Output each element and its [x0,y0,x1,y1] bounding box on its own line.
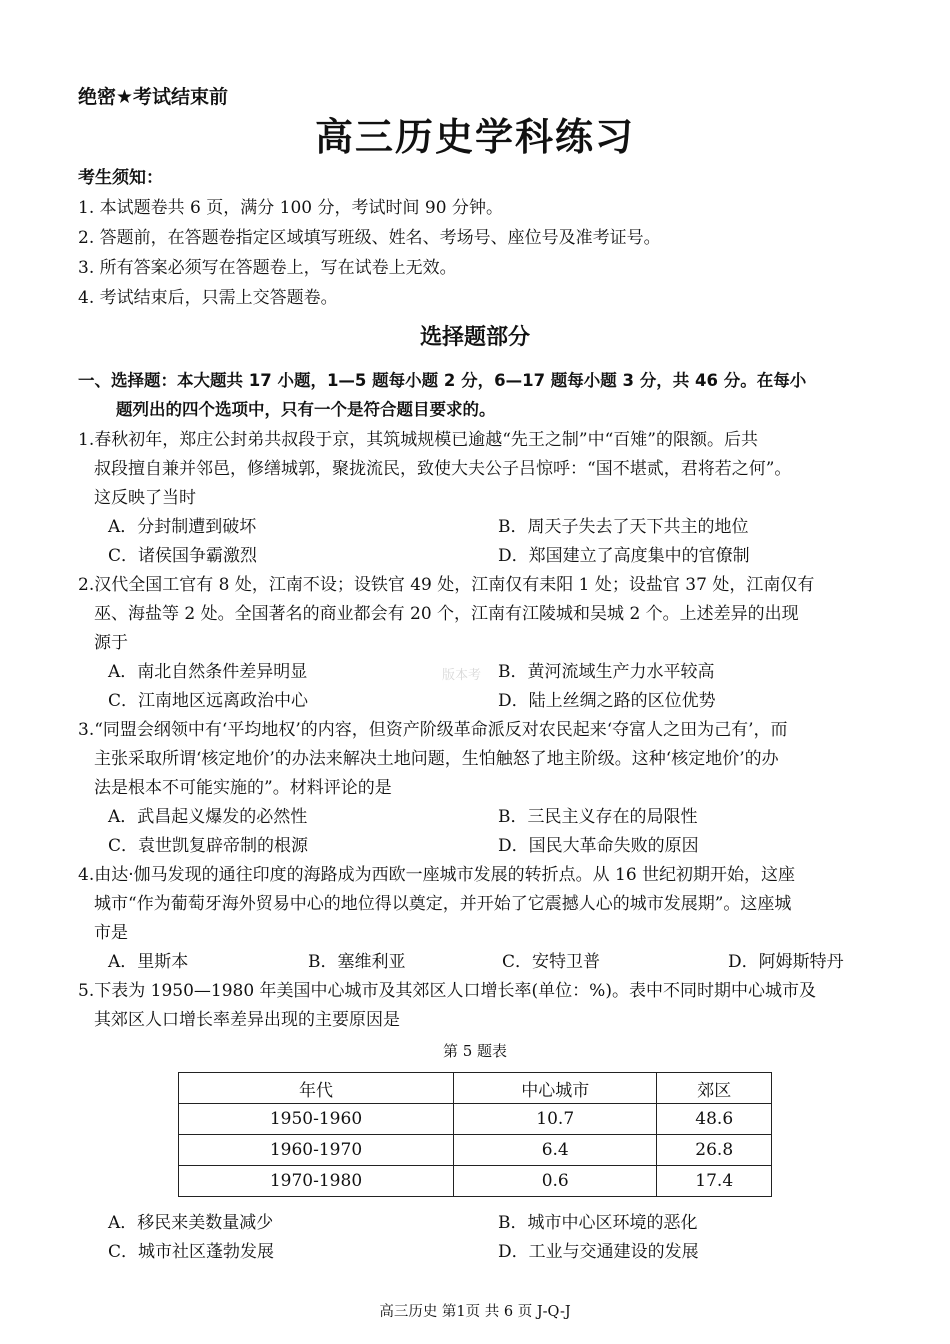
question-3-option-d[interactable]: D．国民大革命失败的原因 [498,836,699,856]
question-2-text: 2.汉代全国工官有 8 处，江南不设；设铁官 49 处，江南仅有耒阳 1 处；设盐官 37 处，江南仅有 [78,575,815,595]
question-2-option-b[interactable]: B．黄河流域生产力水平较高 [498,662,715,682]
question-4-text: 4.由达·伽马发现的通往印度的海路成为西欧一座城市发展的转折点。从 16 世纪初期开始，这座 [78,865,796,885]
table-cell: 0.6 [454,1166,657,1197]
population-growth-table [178,1072,772,1197]
table-cell: 26.8 [657,1135,772,1166]
question-1-text: 1.春秋初年，郑庄公封弟共叔段于京，其筑城规模已逾越“先王之制”中“百雉”的限额。后共 [78,430,758,450]
question-1-option-a[interactable]: A．分封制遭到破坏 [108,517,257,537]
question-2-option-a[interactable]: A．南北自然条件差异明显 [108,662,308,682]
table-header-cell: 中心城市 [454,1073,657,1104]
question-3-option-b[interactable]: B．三民主义存在的局限性 [498,807,698,827]
question-4-text: 市是 [94,923,128,943]
question-5-text: 5.下表为 1950—1980 年美国中心城市及其郊区人口增长率(单位：%)。表中不同时期中心城市及 [78,981,816,1001]
question-4-option-c[interactable]: C．安特卫普 [502,952,601,972]
table-cell: 17.4 [657,1166,772,1197]
question-3-text: 法是根本不可能实施的”。材料评论的是 [94,778,392,798]
page-title: 高三历史学科练习 [314,114,635,159]
question-2-text: 源于 [94,633,128,653]
question-5-option-d[interactable]: D．工业与交通建设的发展 [498,1242,699,1262]
question-1-text: 这反映了当时 [94,488,196,508]
question-4-text: 城市“作为葡萄牙海外贸易中心的地位得以奠定，并开始了它震撼人心的城市发展期”。这座城 [94,894,792,914]
question-3-text: 主张采取所谓‘核定地价’的办法来解决土地问题，生怕触怒了地主阶级。这种‘核定地价’的办 [94,749,779,769]
question-1-option-d[interactable]: D．郑国建立了高度集中的官僚制 [498,546,750,566]
question-5-text: 其郊区人口增长率差异出现的主要原因是 [94,1010,400,1030]
question-2-option-d[interactable]: D．陆上丝绸之路的区位优势 [498,691,716,711]
table-row [179,1135,772,1166]
question-1-option-b[interactable]: B．周天子失去了天下共主的地位 [498,517,749,537]
table-header-cell: 年代 [179,1073,454,1104]
question-4-option-d[interactable]: D．阿姆斯特丹 [728,952,844,972]
page-footer: 高三历史 第1页 共 6 页 J-Q-J [379,1304,571,1320]
notice-heading: 考生须知： [78,168,163,188]
table-caption: 第 5 题表 [442,1042,508,1060]
confidential-label: 绝密★考试结束前 [78,86,229,108]
table-cell: 10.7 [454,1104,657,1135]
table-cell: 6.4 [454,1135,657,1166]
watermark: 版本考 [442,668,482,683]
notice-item: 1. 本试题卷共 6 页，满分 100 分，考试时间 90 分钟。 [78,198,503,218]
table-header-row [179,1073,772,1104]
table-row [179,1166,772,1197]
section-title: 选择题部分 [419,325,530,350]
question-5-option-b[interactable]: B．城市中心区环境的恶化 [498,1213,698,1233]
question-2-text: 巫、海盐等 2 处。全国著名的商业都会有 20 个，江南有江陵城和吴城 2 个。上述差异的出现 [94,604,799,624]
question-1-text: 叔段擅自兼并邻邑，修缮城郭，聚拢流民，致使大夫公子吕惊呼：“国不堪贰，君将若之何”。 [94,459,792,479]
table-row [179,1104,772,1135]
question-1-option-c[interactable]: C．诸侯国争霸激烈 [108,546,258,566]
table-cell: 48.6 [657,1104,772,1135]
table-cell: 1970-1980 [179,1166,454,1197]
question-5-option-c[interactable]: C．城市社区蓬勃发展 [108,1242,275,1262]
notice-item: 2. 答题前，在答题卷指定区域填写班级、姓名、考场号、座位号及准考证号。 [78,228,661,248]
notice-item: 4. 考试结束后，只需上交答题卷。 [78,288,338,308]
question-4-option-b[interactable]: B．塞维利亚 [308,952,406,972]
table-cell: 1950-1960 [179,1104,454,1135]
question-3-text: 3.“同盟会纲领中有‘平均地权’的内容，但资产阶级革命派反对农民起来‘夺富人之田为己有’，而 [78,720,788,740]
table-cell: 1960-1970 [179,1135,454,1166]
part-intro-line: 题列出的四个选项中，只有一个是符合题目要求的。 [116,400,496,419]
question-3-option-a[interactable]: A．武昌起义爆发的必然性 [108,807,308,827]
question-3-option-c[interactable]: C．袁世凯复辟帝制的根源 [108,836,309,856]
question-2-option-c[interactable]: C．江南地区远离政治中心 [108,691,309,711]
question-4-option-a[interactable]: A．里斯本 [108,952,189,972]
part-intro-line: 一、选择题：本大题共 17 小题，1—5 题每小题 2 分，6—17 题每小题 3 分，共 46 分。在每小 [78,371,807,390]
table-header-cell: 郊区 [657,1073,772,1104]
notice-item: 3. 所有答案必须写在答题卷上，写在试卷上无效。 [78,258,457,278]
question-5-option-a[interactable]: A．移民来美数量减少 [108,1213,274,1233]
